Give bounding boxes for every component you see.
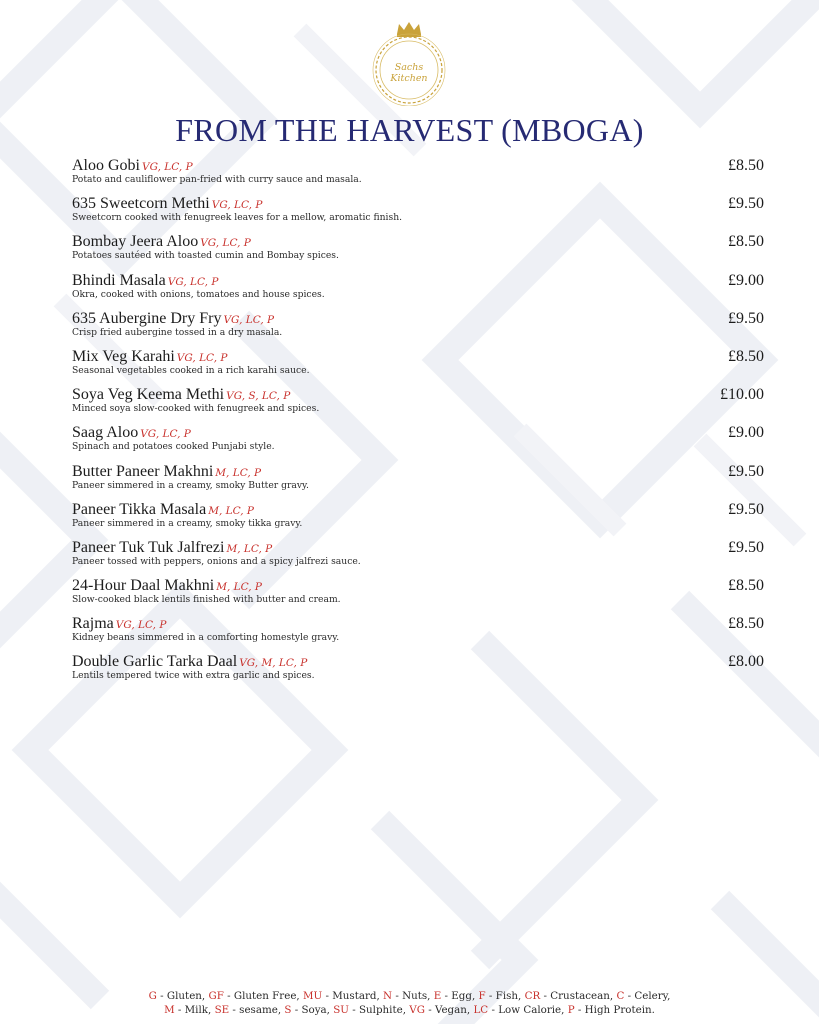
- legend-code: MU: [302, 990, 323, 1002]
- legend-label: - Gluten,: [156, 990, 209, 1002]
- legend-code: E: [433, 990, 442, 1002]
- dietary-tags: M, LC, P: [215, 466, 262, 479]
- dietary-tags: VG, S, LC, P: [226, 390, 291, 403]
- menu-item: [72, 385, 764, 423]
- item-name: Double Garlic Tarka Daal: [72, 653, 238, 671]
- item-price: £9.50: [728, 309, 764, 327]
- dietary-tags: VG, LC, P: [142, 161, 193, 173]
- dietary-tags: M, LC, P: [208, 504, 255, 517]
- legend-label: - Sulphite,: [348, 1004, 410, 1016]
- dietary-tags: M, LC, P: [226, 542, 273, 555]
- item-name: Aloo Gobi: [72, 157, 140, 174]
- item-name: 635 Sweetcorn Methi: [72, 195, 210, 213]
- item-name: Mix Veg Karahi: [72, 347, 175, 365]
- menu-list: [72, 156, 764, 691]
- item-description: Kidney beans simmered in a comforting homestyle gravy.: [72, 632, 340, 644]
- item-name: Rajma: [72, 615, 114, 633]
- legend-label: - Low Calorie,: [488, 1004, 568, 1016]
- item-price: £9.50: [728, 500, 764, 518]
- item-price: £8.50: [728, 157, 764, 174]
- dietary-tags: VG, LC, P: [167, 275, 219, 288]
- item-name: Paneer Tikka Masala: [72, 500, 207, 518]
- item-price: £9.00: [728, 424, 764, 442]
- legend-code: SU: [333, 1004, 349, 1016]
- item-description: Paneer simmered in a creamy, smoky tikka gravy.: [72, 517, 303, 529]
- item-price: £9.50: [728, 462, 764, 480]
- dietary-tags: M, LC, P: [216, 581, 262, 594]
- item-price: £8.50: [728, 577, 764, 595]
- item-name: Saag Aloo: [72, 424, 139, 442]
- legend-label: - Egg,: [441, 990, 479, 1002]
- legend-label: - Celery,: [624, 990, 671, 1002]
- item-price: £9.00: [728, 271, 764, 289]
- menu-item: [72, 538, 764, 576]
- item-name: Bombay Jeera Aloo: [72, 233, 199, 251]
- item-name: Bhindi Masala: [72, 271, 166, 289]
- item-description: Potatoes sautéed with toasted cumin and Bombay spices.: [72, 250, 339, 262]
- item-description: Potato and cauliflower pan-fried with curry sauce and masala.: [72, 174, 362, 185]
- item-name: 24-Hour Daal Makhni: [72, 577, 215, 595]
- dietary-tags: VG, LC, P: [140, 428, 191, 441]
- menu-item: [72, 271, 764, 309]
- logo-line-1: Sachs: [394, 62, 424, 73]
- item-price: £8.00: [728, 653, 764, 671]
- legend-code: GF: [208, 990, 224, 1002]
- menu-item: [72, 576, 764, 614]
- legend-label: - Fish,: [485, 990, 525, 1002]
- legend-code: S: [284, 1004, 292, 1016]
- dietary-tags: VG, LC, P: [200, 237, 251, 250]
- legend-code: G: [148, 990, 157, 1002]
- item-description: Spinach and potatoes cooked Punjabi style.: [72, 441, 275, 453]
- dietary-tags: VG, LC, P: [176, 351, 228, 364]
- legend-line-2: [0, 1003, 819, 1017]
- menu-item: [72, 652, 764, 690]
- item-description: Minced soya slow-cooked with fenugreek and spices.: [72, 403, 320, 415]
- logo-text: [369, 62, 449, 84]
- legend-label: - Nuts,: [392, 990, 434, 1002]
- item-description: Seasonal vegetables cooked in a rich karahi sauce.: [72, 364, 310, 376]
- legend-label: - Gluten Free,: [223, 990, 303, 1002]
- logo-line-2: Kitchen: [390, 73, 428, 84]
- item-price: £8.50: [728, 615, 764, 633]
- legend-code: VG: [409, 1004, 425, 1016]
- item-description: Slow-cooked black lentils finished with butter and cream.: [72, 594, 341, 606]
- item-name: Butter Paneer Makhni: [72, 462, 214, 480]
- legend-code: C: [616, 990, 625, 1002]
- legend-label: - Crustacean,: [540, 990, 617, 1002]
- item-price: £9.50: [728, 538, 764, 556]
- legend-code: SE: [214, 1004, 230, 1016]
- item-price: £8.50: [728, 233, 764, 251]
- menu-item: [72, 232, 764, 270]
- legend-label: - sesame,: [229, 1004, 285, 1016]
- dietary-tags: VG, LC, P: [211, 199, 263, 212]
- item-description: Sweetcorn cooked with fenugreek leaves for a mellow, aromatic finish.: [72, 212, 403, 224]
- item-description: Paneer tossed with peppers, onions and a spicy jalfrezi sauce.: [72, 555, 361, 567]
- menu-item: [72, 194, 764, 232]
- item-price: £10.00: [720, 386, 764, 404]
- dietary-tags: VG, LC, P: [115, 619, 167, 632]
- legend-label: - Milk,: [174, 1004, 215, 1016]
- legend-label: - Soya,: [291, 1004, 334, 1016]
- menu-item: [72, 614, 764, 652]
- brand-logo: [369, 20, 449, 106]
- dietary-tags: VG, M, LC, P: [239, 657, 308, 670]
- dietary-tags: VG, LC, P: [223, 313, 275, 326]
- legend-label: - Mustard,: [322, 990, 384, 1002]
- menu-item: [72, 462, 764, 500]
- section-title: FROM THE HARVEST (MBOGA): [175, 112, 644, 148]
- legend-code: LC: [473, 1004, 489, 1016]
- menu-item: [72, 347, 764, 385]
- legend-code: P: [567, 1004, 575, 1016]
- item-price: £8.50: [728, 347, 764, 365]
- item-name: Paneer Tuk Tuk Jalfrezi: [72, 538, 225, 556]
- legend-line-1: [0, 989, 819, 1003]
- item-name: 635 Aubergine Dry Fry: [72, 309, 222, 327]
- legend-code: N: [383, 990, 393, 1002]
- menu-item: [72, 309, 764, 347]
- item-description: Okra, cooked with onions, tomatoes and house spices.: [72, 288, 325, 300]
- item-price: £9.50: [728, 195, 764, 213]
- legend-code: F: [478, 990, 486, 1002]
- legend-label: - Vegan,: [424, 1004, 474, 1016]
- menu-item: [72, 156, 764, 194]
- item-name: Soya Veg Keema Methi: [72, 386, 225, 404]
- legend-code: M: [164, 1004, 175, 1016]
- item-description: Paneer simmered in a creamy, smoky Butter gravy.: [72, 479, 309, 491]
- menu-item: [72, 500, 764, 538]
- item-description: Crisp fried aubergine tossed in a dry masala.: [72, 326, 283, 338]
- menu-item: [72, 423, 764, 461]
- legend-code: CR: [524, 990, 541, 1002]
- item-description: Lentils tempered twice with extra garlic and spices.: [72, 670, 315, 682]
- allergen-legend: [0, 989, 819, 1017]
- legend-label: - High Protein.: [574, 1004, 655, 1016]
